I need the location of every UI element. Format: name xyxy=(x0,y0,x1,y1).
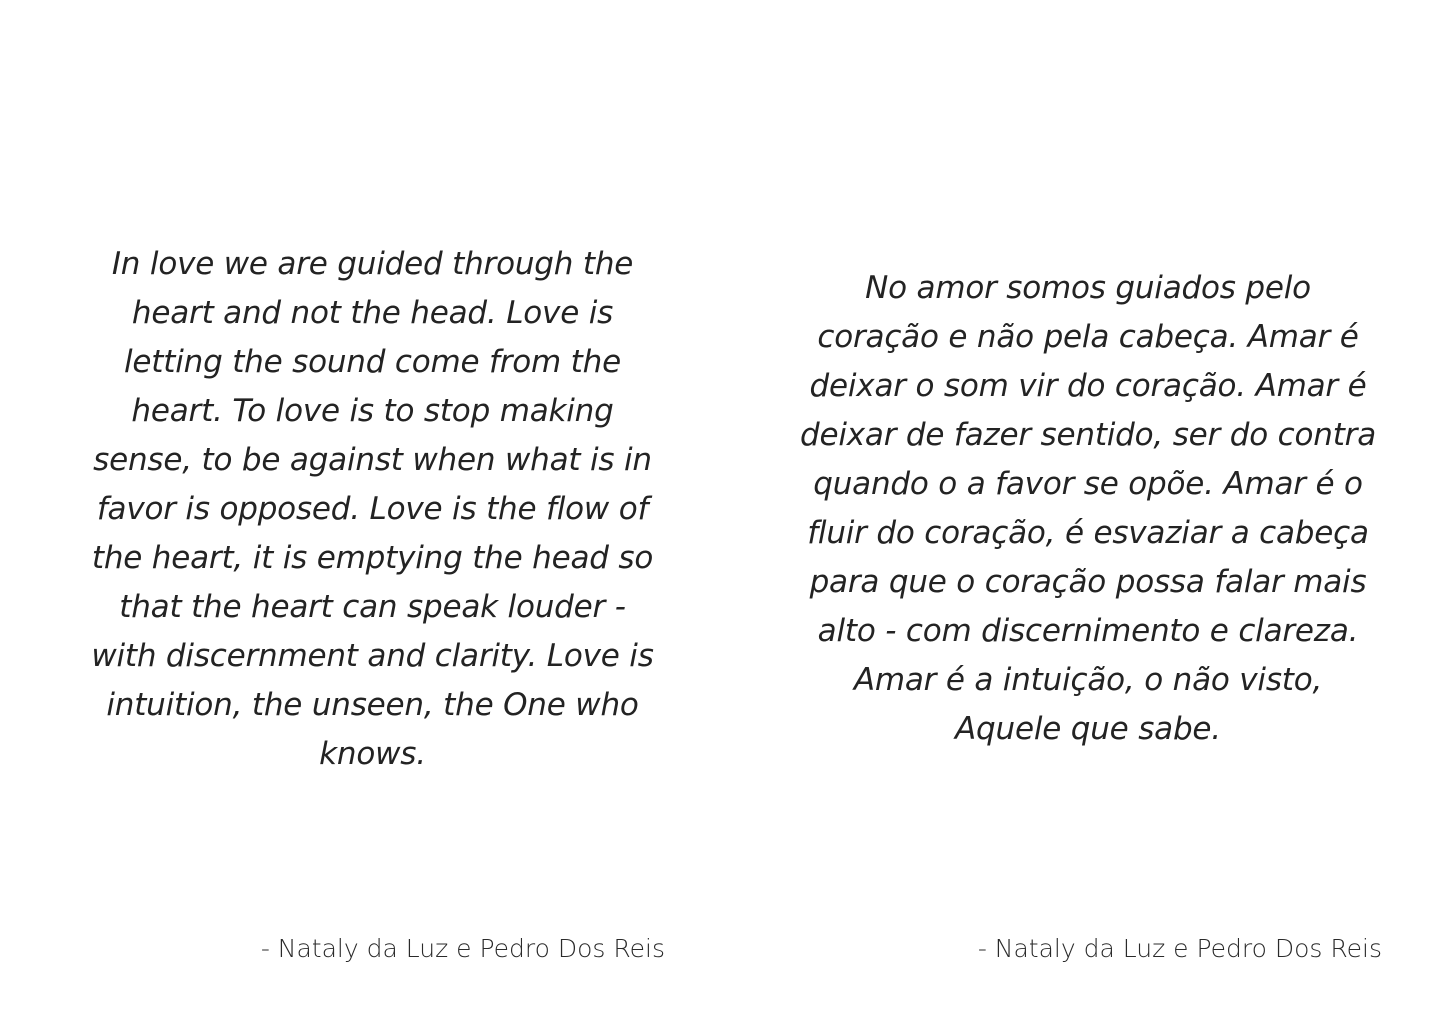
quote-line: with discernment and clarity. Love is xyxy=(91,638,654,674)
page-portuguese xyxy=(722,0,1444,1018)
quote-line: heart and not the head. Love is xyxy=(131,295,614,331)
quote-line: letting the sound come from the xyxy=(124,344,621,380)
quote-line: coração e não pela cabeça. Amar é xyxy=(817,319,1359,355)
author-signature: - Nataly da Luz e Pedro Dos Reis xyxy=(977,934,1382,963)
quote-line: the heart, it is emptying the head so xyxy=(91,540,654,576)
quote-line: quando o a favor se opõe. Amar é o xyxy=(813,466,1363,502)
quote-line: knows. xyxy=(319,736,426,772)
quote-line: fluir do coração, é esvaziar a cabeça xyxy=(807,515,1369,551)
quote-line: In love we are guided through the xyxy=(111,246,634,282)
quote-line: No amor somos guiados pelo xyxy=(865,270,1311,306)
quote-line: deixar o som vir do coração. Amar é xyxy=(809,368,1367,404)
quote-line: Aquele que sabe. xyxy=(955,711,1221,747)
page-english xyxy=(0,0,722,1018)
quote-portuguese xyxy=(767,264,1409,754)
quote-line: intuition, the unseen, the One who xyxy=(106,687,639,723)
quote-line: that the heart can speak louder - xyxy=(119,589,626,625)
quote-line: deixar de fazer sentido, ser do contra xyxy=(799,417,1377,453)
author-signature: - Nataly da Luz e Pedro Dos Reis xyxy=(260,934,665,963)
quote-line: para que o coração possa falar mais xyxy=(809,564,1367,600)
quote-line: Amar é a intuição, o não visto, xyxy=(853,662,1323,698)
quote-line: sense, to be against when what is in xyxy=(93,442,652,478)
quote-line: heart. To love is to stop making xyxy=(131,393,614,429)
quote-line: alto - com discernimento e clareza. xyxy=(817,613,1359,649)
quote-line: favor is opposed. Love is the flow of xyxy=(96,491,649,527)
quote-english xyxy=(60,240,685,779)
